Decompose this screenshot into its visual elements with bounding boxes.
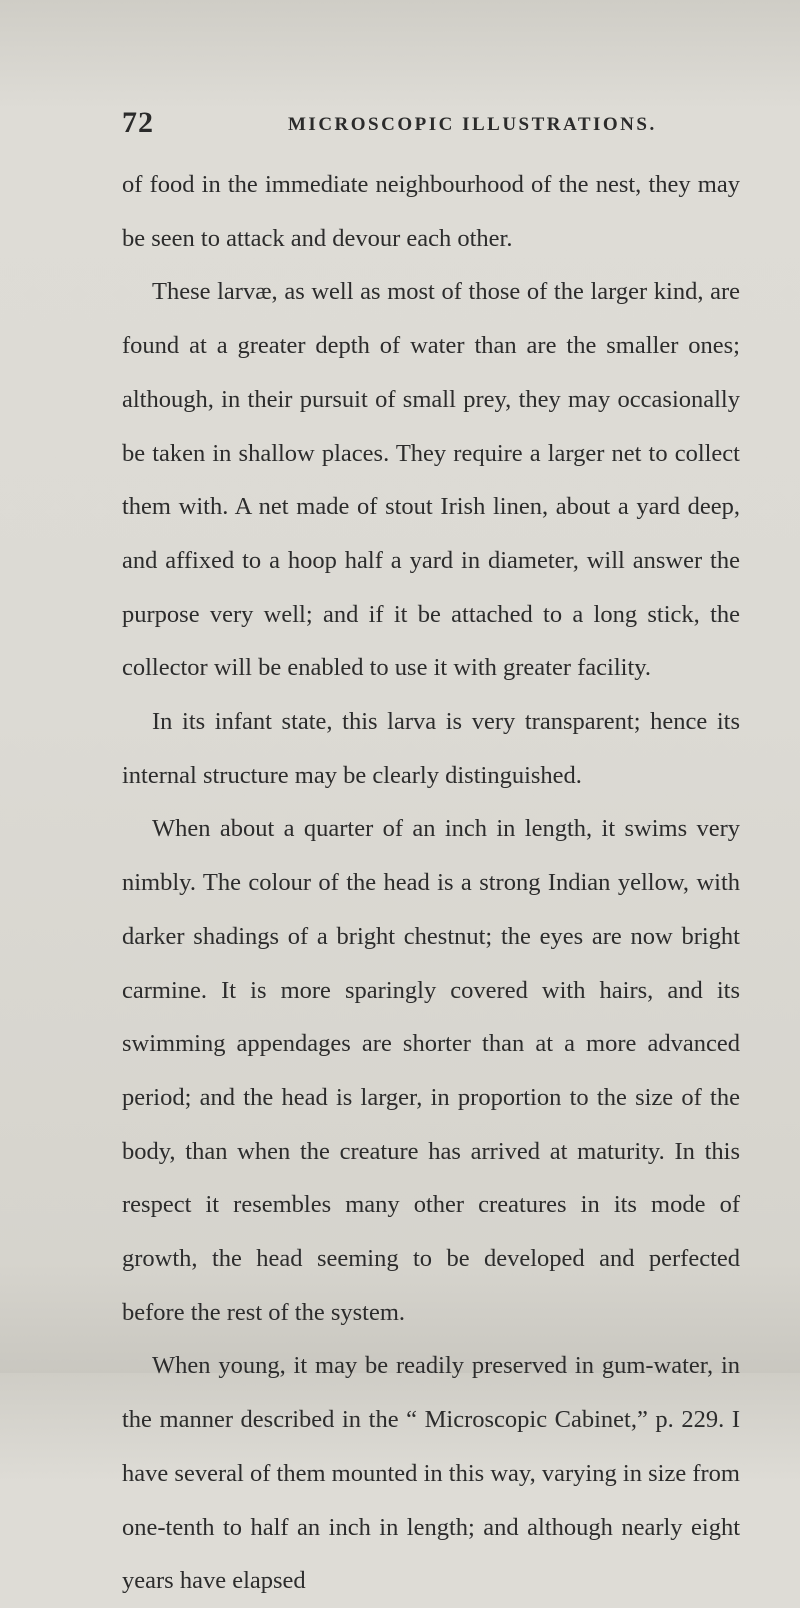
page-header	[118, 104, 758, 144]
page-number: 72	[122, 106, 154, 139]
paragraph: When about a quarter of an inch in length, it swims very nimbly. The colour of the head is a strong Indian yellow, with darker shadings of a bright chestnut; the eyes are now bright carmine. It is more sparingly covered with hairs, and its swimming appendages are shorter than at a more advanced period; and the head is larger, in proportion to the size of the body, than when the creature has arrived at maturity. In this respect it resembles many other creatures in its mode of growth, the head seeming to be developed and perfected before the rest of the system.	[122, 815, 740, 1326]
running-head: MICROSCOPIC ILLUSTRATIONS.	[288, 114, 657, 135]
body-text	[122, 158, 740, 1608]
paragraph: When young, it may be readily preserved in gum-water, in the manner described in the “ Microscopic Cabinet,” p. 229. I have several of them mounted in this way, varying in size from one-tenth to half an inch in length; and although nearly eight years have elapsed	[122, 1352, 740, 1595]
paragraph: In its infant state, this larva is very transparent; hence its internal structure may be clearly distinguished.	[122, 708, 740, 789]
paragraph: of food in the immediate neighbourhood of the nest, they may be seen to attack and devour each other.	[122, 171, 740, 252]
paragraph: These larvæ, as well as most of those of the larger kind, are found at a greater depth of water than are the smaller ones; although, in their pursuit of small prey, they may occasionally be taken in shallow places. They require a larger net to collect them with. A net made of stout Irish linen, about a yard deep, and affixed to a hoop half a yard in diameter, will answer the purpose very well; and if it be attached to a long stick, the collector will be enabled to use it with greater facility.	[122, 278, 740, 682]
